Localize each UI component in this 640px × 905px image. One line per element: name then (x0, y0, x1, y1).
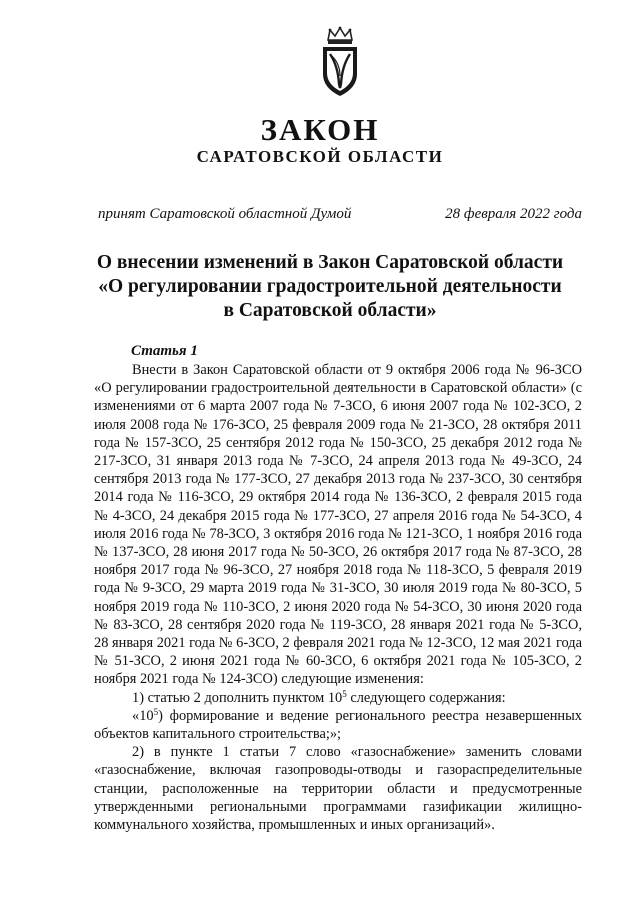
adopted-by: принят Саратовской областной Думой (98, 206, 352, 222)
adopted-date: 28 февраля 2022 года (445, 206, 582, 222)
item-1-paragraph (94, 689, 582, 707)
law-title-line-2: «О регулировании градостроительной деятельности (98, 276, 562, 297)
document-subtitle: САРАТОВСКОЙ ОБЛАСТИ (196, 147, 444, 166)
law-title-line-1: О внесении изменений в Закон Саратовской области (96, 252, 564, 273)
coat-of-arms-icon (318, 26, 362, 98)
document-title: ЗАКОН (260, 112, 380, 147)
quote-text: ) формирование и ведение регионального реестра незавершенных объектов капитального строительства;»; (94, 707, 582, 743)
item-1-superscript: 5 (342, 688, 347, 699)
law-title (60, 251, 600, 323)
article-heading: Статья 1 (131, 343, 198, 359)
quote-superscript: 5 (153, 706, 159, 717)
quote-open: «10 (132, 707, 154, 724)
quote-paragraph (94, 707, 582, 743)
article-body (94, 361, 582, 834)
law-title-line-3: в Саратовской области» (223, 300, 437, 321)
item-1-text: 1) статью 2 дополнить пунктом 10 (132, 689, 343, 706)
item-1-tail: следующего содержания: (346, 689, 506, 706)
article-intro-paragraph: Внести в Закон Саратовской области от 9 октября 2006 года № 96-ЗСО «О регулировании градостроительной деятельности в Саратовской области» (с изменениями от 6 марта 2007 года № 7-ЗСО, 6 июня 2007 года № 102-ЗСО, 2 июля 2008 года № 176-ЗСО, 25 февраля 2009 года № 21-ЗСО, 28 октября 2011 года № 157-ЗСО, 25 сентября 2012 года № 150-ЗСО, 25 декабря 2012 года № 217-ЗСО, 31 января 2013 года № 7-ЗСО, 24 апреля 2013 года № 49-ЗСО, 24 сентября 2013 года № 177-ЗСО, 27 декабря 2013 года № 237-ЗСО, 30 сентября 2014 года № 116-ЗСО, 29 октября 2014 года № 136-ЗСО, 2 февраля 2015 года № 4-ЗСО, 24 декабря 2015 года № 177-ЗСО, 27 апреля 2016 года № 54-ЗСО, 4 июля 2016 года № 78-ЗСО, 3 октября 2016 года № 121-ЗСО, 1 ноября 2016 года № 137-ЗСО, 28 июня 2017 года № 50-ЗСО, 26 октября 2017 года № 87-ЗСО, 28 ноября 2017 года № 96-ЗСО, 27 ноября 2018 года № 118-ЗСО, 5 февраля 2019 года № 9-ЗСО, 29 марта 2019 года № 31-ЗСО, 30 июля 2019 года № 80-ЗСО, 5 ноября 2019 года № 110-ЗСО, 2 июня 2020 года № 54-ЗСО, 30 июня 2020 года № 83-ЗСО, 28 сентября 2020 года № 119-ЗСО, 28 января 2021 года № 5-ЗСО, 28 января 2021 года № 6-ЗСО, 2 февраля 2021 года № 12-ЗСО, 12 мая 2021 года № 51-ЗСО, 2 июня 2021 года № 60-ЗСО, 6 октября 2021 года № 105-ЗСО, 2 ноября 2021 года № 124-ЗСО) следующие изменения: (94, 362, 582, 688)
item-2-paragraph: 2) в пункте 1 статьи 7 слово «газоснабжение» заменить словами «газоснабжение, включая газопроводы-отводы и газораспределительные станции, расположенные на территории области и предусмотренные утвержденными региональными программами газификации жилищно-коммунального хозяйства, промышленных и иных организаций». (94, 744, 582, 834)
